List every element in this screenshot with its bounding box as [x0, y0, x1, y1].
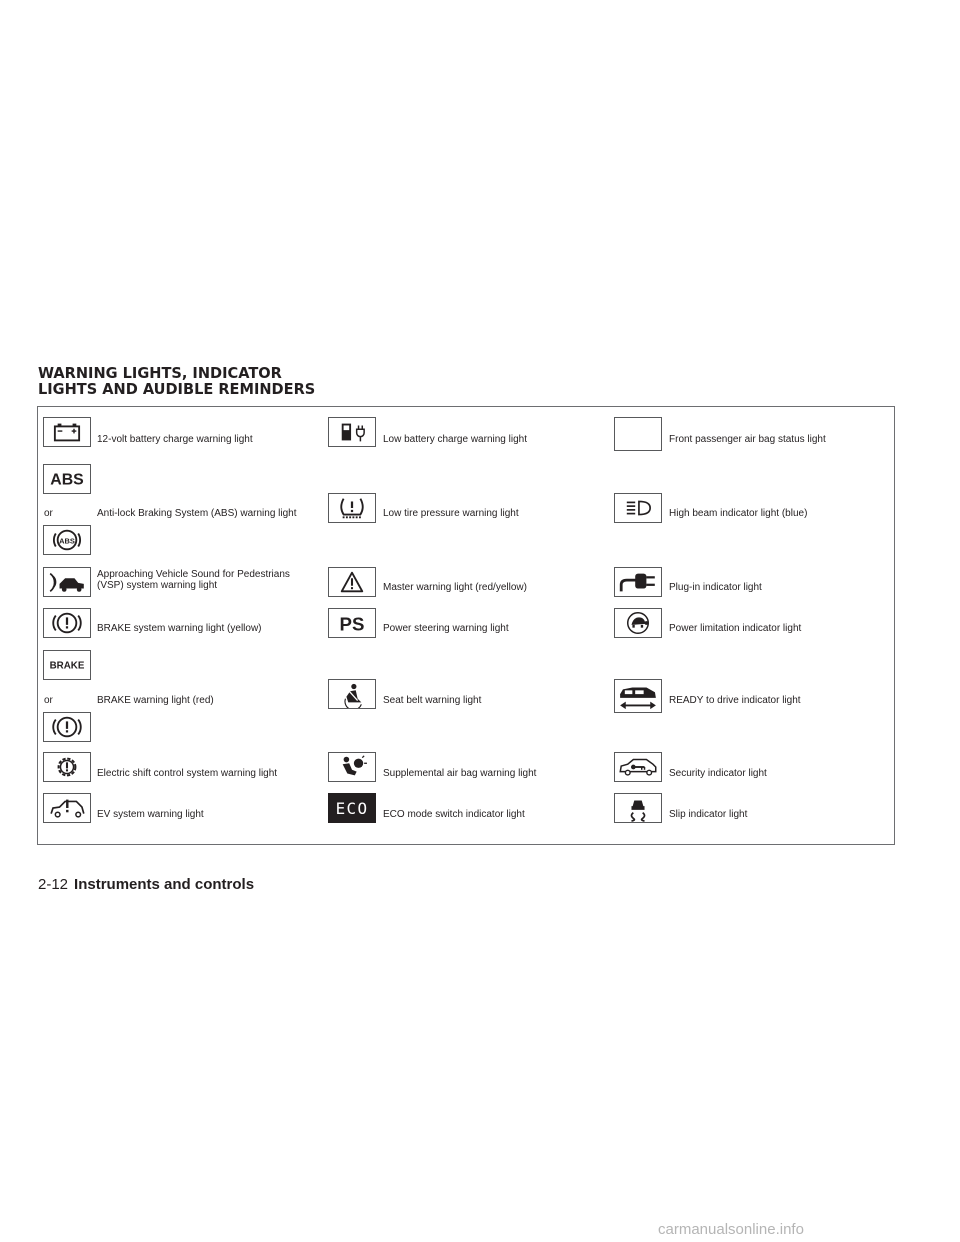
- power-steering-label: Power steering warning light: [383, 623, 509, 634]
- seat-belt-icon: [328, 679, 376, 709]
- plug-icon: [614, 567, 662, 597]
- car-arrows-icon: [614, 679, 662, 713]
- warning-triangle-icon: [328, 567, 376, 597]
- heading-line-1: WARNING LIGHTS, INDICATOR: [38, 364, 282, 382]
- airbag-label: Supplemental air bag warning light: [383, 768, 537, 779]
- slip-label: Slip indicator light: [669, 809, 748, 820]
- section-heading: [38, 365, 315, 397]
- watermark: carmanualsonline.info: [658, 1221, 804, 1238]
- low-battery-label: Low battery charge warning light: [383, 434, 527, 445]
- vsp-label-line2: (VSP) system warning light: [97, 580, 218, 591]
- vsp-label-line1: Approaching Vehicle Sound for Pedestrians: [97, 569, 290, 580]
- ps-box-text: PS: [339, 613, 365, 635]
- eco-label: ECO mode switch indicator light: [383, 809, 525, 820]
- brake-box-text: BRAKE: [49, 660, 85, 672]
- ev-car-warning-icon: [43, 793, 91, 823]
- abs-box-text: ABS: [50, 471, 84, 489]
- master-label: Master warning light (red/yellow): [383, 582, 527, 593]
- low-tire-label: Low tire pressure warning light: [383, 508, 519, 519]
- abs-or: or: [44, 508, 53, 519]
- front-passenger-label: Front passenger air bag status light: [669, 434, 826, 445]
- brake-system-icon: [43, 608, 91, 638]
- section-title: Instruments and controls: [74, 876, 255, 893]
- gear-warning-icon: [43, 752, 91, 782]
- abs-circle-text: ABS: [59, 536, 75, 546]
- brake-red-label: BRAKE warning light (red): [97, 695, 214, 706]
- security-label: Security indicator light: [669, 768, 767, 779]
- turtle-icon: [614, 608, 662, 638]
- eco-box-text: ECO: [335, 799, 369, 819]
- skid-car-icon: [614, 793, 662, 823]
- vsp-label: [97, 569, 290, 591]
- car-key-icon: [614, 752, 662, 782]
- airbag-icon: [328, 752, 376, 782]
- battery-12v-label: 12-volt battery charge warning light: [97, 434, 253, 445]
- abs-label: Anti-lock Braking System (ABS) warning light: [97, 508, 297, 519]
- eco-icon: [328, 793, 376, 823]
- vsp-car-icon: [43, 567, 91, 597]
- shift-label: Electric shift control system warning light: [97, 768, 278, 779]
- ready-label: READY to drive indicator light: [669, 695, 801, 706]
- fuel-plug-icon: [328, 417, 376, 447]
- abs-box-icon: [43, 464, 91, 494]
- page-number: 2-12: [38, 876, 69, 893]
- brake-box-icon: [43, 650, 91, 680]
- seat-belt-label: Seat belt warning light: [383, 695, 482, 706]
- indicator-table: [37, 406, 895, 845]
- brake-circle-icon: [43, 712, 91, 742]
- brake-or: or: [44, 695, 53, 706]
- high-beam-icon: [614, 493, 662, 523]
- power-steering-icon: [328, 608, 376, 638]
- battery-icon: [43, 417, 91, 447]
- abs-circle-icon: [43, 525, 91, 555]
- brake-yellow-label: BRAKE system warning light (yellow): [97, 623, 262, 634]
- plug-in-label: Plug-in indicator light: [669, 582, 762, 593]
- page-footer: [38, 876, 254, 893]
- tire-pressure-icon: [328, 493, 376, 523]
- power-limit-label: Power limitation indicator light: [669, 623, 802, 634]
- high-beam-label: High beam indicator light (blue): [669, 508, 808, 519]
- front-passenger-airbag-icon: [614, 417, 662, 451]
- heading-line-2: LIGHTS AND AUDIBLE REMINDERS: [38, 380, 316, 398]
- ev-label: EV system warning light: [97, 809, 204, 820]
